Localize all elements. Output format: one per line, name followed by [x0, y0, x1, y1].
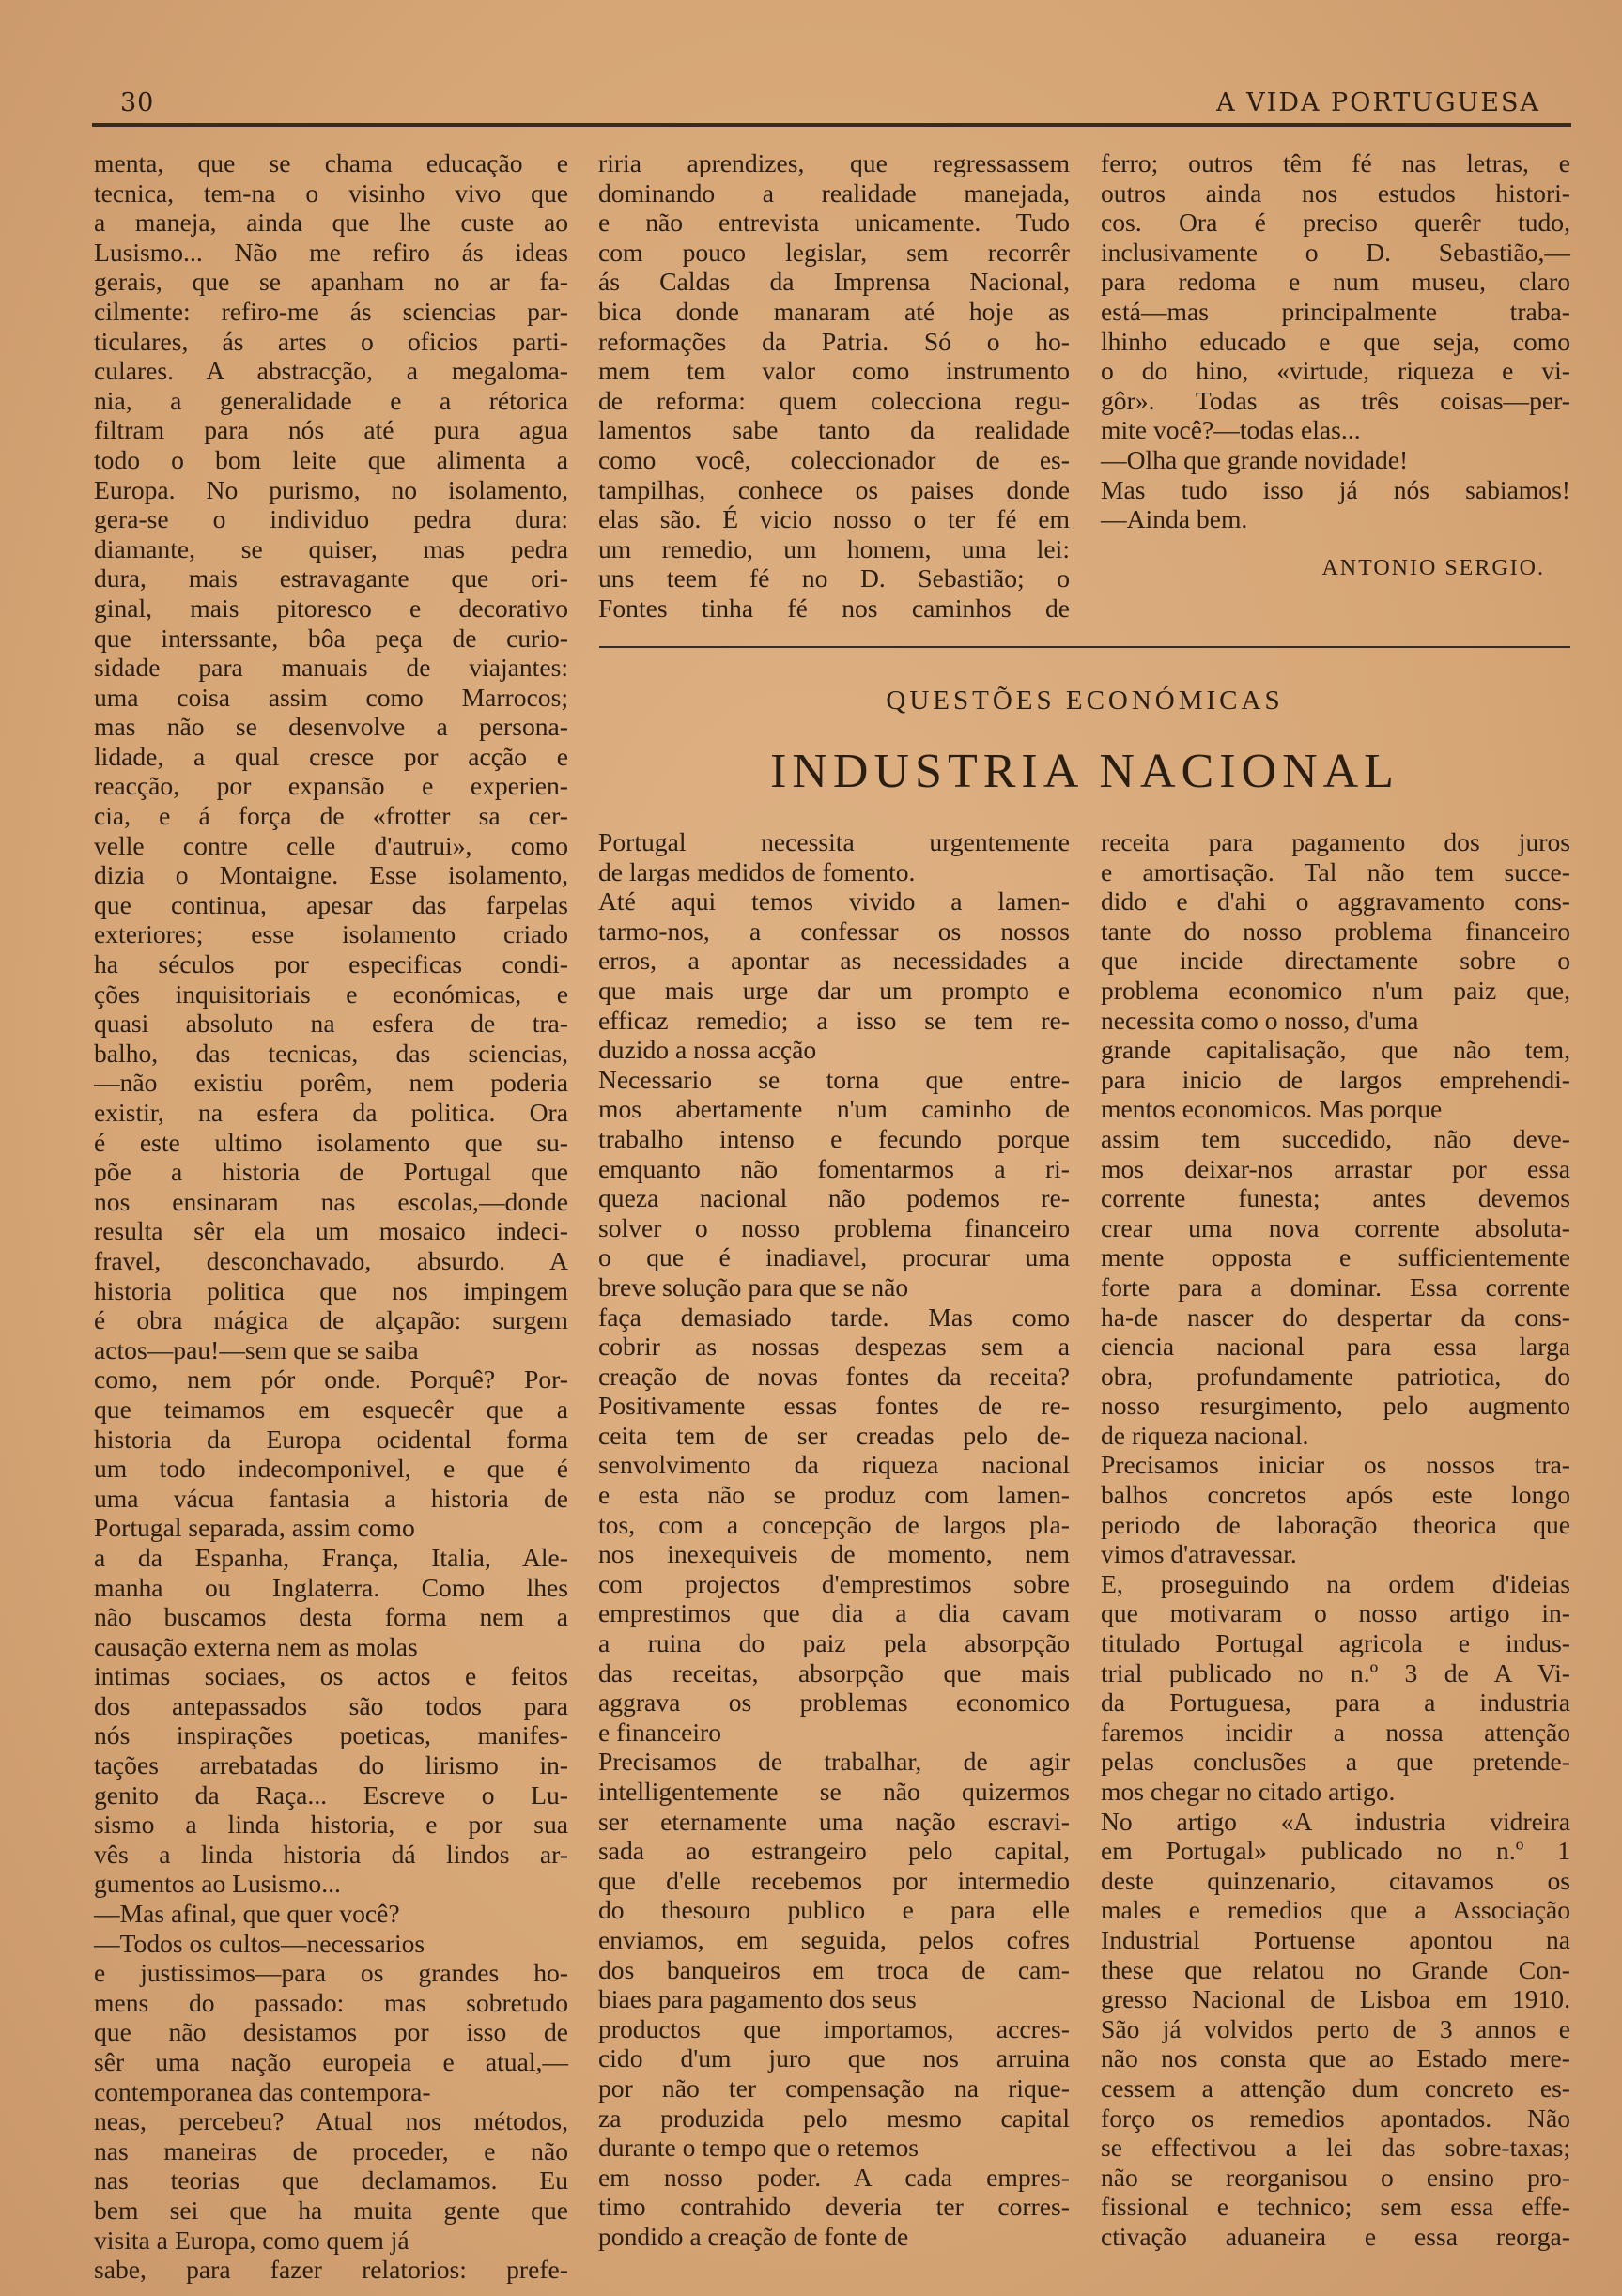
- text-line: —Olha que grande novidade!: [1101, 444, 1409, 474]
- text-line: cobrir as nossas despezas sem a: [598, 1332, 1070, 1362]
- header-rule: [92, 123, 1571, 127]
- text-line: nia, a generalidade e a rétorica: [94, 385, 568, 415]
- text-line: mem tem valor como instrumento: [598, 356, 1070, 386]
- text-line: causação externa nem as molas: [94, 1631, 418, 1661]
- text-line: cia, e á força de «frotter sa cer-: [94, 801, 568, 831]
- text-line: uma coisa assim como Marrocos;: [94, 682, 568, 712]
- text-line: pelas conclusões a que pretende-: [1101, 1747, 1570, 1777]
- text-line: sabe, para fazer relatorios: prefe-: [94, 2255, 568, 2285]
- text-line: exteriores; esse isolamento criado: [94, 919, 568, 949]
- text-line: o que é inadiavel, procurar uma: [598, 1242, 1070, 1272]
- text-line: e não entrevista unicamente. Tudo: [598, 208, 1070, 238]
- text-line: tampilhas, conhece os paises donde: [598, 474, 1070, 504]
- text-line: gera-se o individuo pedra dura:: [94, 504, 568, 534]
- text-line: emquanto não fomentarmos a ri-: [598, 1153, 1070, 1183]
- text-line: these que relatou no Grande Con-: [1101, 1954, 1570, 1984]
- text-line: —Ainda bem.: [1101, 504, 1248, 534]
- text-line: senvolvimento da riqueza nacional: [598, 1450, 1070, 1480]
- text-line: de riqueza nacional.: [1101, 1420, 1309, 1450]
- text-line: intelligentemente se não quizermos: [598, 1777, 1070, 1806]
- text-line: Mas tudo isso já nós sabiamos!: [1101, 474, 1570, 504]
- text-line: timo contrahido deveria ter corres-: [598, 2192, 1070, 2222]
- text-line: dos antepassados são todos para: [94, 1690, 568, 1720]
- text-line: historia politica que nos impingem: [94, 1275, 568, 1305]
- text-line: nos ensinaram nas escolas,—donde: [94, 1186, 568, 1216]
- text-line: pondido a creação de fonte de: [598, 2221, 909, 2251]
- text-line: uns teem fé no D. Sebastião; o: [598, 563, 1070, 593]
- text-line: tações arrebatadas do lirismo in-: [94, 1750, 568, 1780]
- text-line: lamentos sabe tanto da realidade: [598, 415, 1070, 445]
- text-line: necessita como o nosso, d'uma: [1101, 1005, 1419, 1035]
- text-line: tos, com a concepção de largos pla-: [598, 1509, 1070, 1539]
- text-line: com pouco legislar, sem recorrêr: [598, 237, 1070, 267]
- text-line: e amortisação. Tal não tem succe-: [1101, 856, 1570, 886]
- text-line: balhos concretos após este longo: [1101, 1480, 1570, 1510]
- text-line: tecnica, tem-na o visinho vivo que: [94, 177, 568, 208]
- essay-column-1: [94, 148, 568, 2285]
- text-line: dura, mais estravagante que ori-: [94, 563, 568, 593]
- text-line: por não ter compensação na rique-: [598, 2073, 1070, 2103]
- text-line: biaes para pagamento dos seus: [598, 1984, 917, 2014]
- text-line: não se reorganisou o ensino pro-: [1101, 2162, 1570, 2192]
- text-line: obra, profundamente patriotica, do: [1101, 1361, 1570, 1391]
- text-line: assim tem succedido, não deve-: [1101, 1123, 1570, 1153]
- text-line: Precisamos de trabalhar, de agir: [598, 1747, 1070, 1777]
- text-line: está—mas principalmente traba-: [1101, 296, 1570, 326]
- text-line: uma vácua fantasia a historia de: [94, 1483, 568, 1513]
- text-line: corrente funesta; antes devemos: [1101, 1183, 1570, 1213]
- text-line: Portugal necessita urgentemente: [598, 827, 1070, 856]
- text-line: fissional e technico; sem essa effe-: [1101, 2192, 1570, 2222]
- text-line: historia da Europa ocidental forma: [94, 1424, 568, 1454]
- text-line: riria aprendizes, que regressassem: [598, 148, 1070, 177]
- text-line: não buscamos desta forma nem a: [94, 1602, 568, 1632]
- text-line: ha séculos por especificas condi-: [94, 949, 568, 979]
- article-column-2: [1101, 827, 1570, 2252]
- text-line: dido e d'ahi o aggravamento cons-: [1101, 886, 1570, 917]
- text-line: lhinho educado e que seja, como: [1101, 326, 1570, 356]
- text-line: como, nem pór onde. Porquê? Por-: [94, 1364, 568, 1395]
- text-line: o do hino, «virtude, riqueza e vi-: [1101, 356, 1570, 386]
- text-line: bem sei que ha muita gente que: [94, 2195, 568, 2225]
- text-line: mentos economicos. Mas porque: [1101, 1094, 1443, 1124]
- text-line: gôr». Todas as três coisas—per-: [1101, 385, 1570, 415]
- text-line: põe a historia de Portugal que: [94, 1157, 568, 1187]
- text-line: cessem a attenção dum concreto es-: [1101, 2073, 1570, 2103]
- author-signature: ANTONIO SERGIO.: [1321, 556, 1545, 580]
- text-line: deste quinzenario, citavamos os: [1101, 1865, 1570, 1895]
- text-line: contemporanea das contempora-: [94, 2076, 431, 2106]
- text-line: za produzida pelo mesmo capital: [598, 2103, 1070, 2133]
- text-line: durante o tempo que o retemos: [598, 2133, 919, 2163]
- text-line: da Portuguesa, para a industria: [1101, 1687, 1570, 1718]
- text-line: dizia o Montaigne. Esse isolamento,: [94, 860, 568, 890]
- text-line: com projectos d'emprestimos sobre: [598, 1568, 1070, 1598]
- text-line: Até aqui temos vivido a lamen-: [598, 886, 1070, 917]
- page-number: 30: [120, 88, 155, 117]
- text-line: mente opposta e sufficientemente: [1101, 1242, 1570, 1272]
- text-line: ás Caldas da Imprensa Nacional,: [598, 267, 1070, 297]
- text-line: breve solução para que se não: [598, 1271, 909, 1302]
- text-line: ctivação aduaneira e essa reorga-: [1101, 2221, 1570, 2251]
- text-line: ceita tem de ser creadas pelo de-: [598, 1420, 1070, 1450]
- text-line: outros ainda nos estudos histori-: [1101, 177, 1570, 208]
- text-line: que teimamos em esquecêr que a: [94, 1394, 568, 1424]
- text-line: que d'elle recebemos por intermedio: [598, 1865, 1070, 1895]
- text-line: actos—pau!—sem que se saiba: [94, 1334, 419, 1364]
- text-line: Precisamos iniciar os nossos tra-: [1101, 1450, 1570, 1480]
- text-line: solver o nosso problema financeiro: [598, 1212, 1070, 1242]
- text-line: a da Espanha, França, Italia, Ale-: [94, 1542, 568, 1572]
- text-line: receita para pagamento dos juros: [1101, 827, 1570, 856]
- text-line: ser eternamente uma nação escravi-: [598, 1806, 1070, 1836]
- text-line: vês a linda historia dá lindos ar-: [94, 1839, 568, 1869]
- section-heading: QUESTÕES ECONÓMICAS: [886, 686, 1284, 716]
- text-line: ções inquisitoriais e económicas, e: [94, 978, 568, 1009]
- text-line: Necessario se torna que entre-: [598, 1064, 1070, 1094]
- text-line: mos deixar-nos arrastar por essa: [1101, 1153, 1570, 1183]
- text-line: inclusivamente o D. Sebastião,—: [1101, 237, 1570, 267]
- text-line: titulado Portugal agricola e indus-: [1101, 1628, 1570, 1658]
- text-line: creação de novas fontes da receita?: [598, 1361, 1070, 1391]
- text-line: que não desistamos por isso de: [94, 2017, 568, 2047]
- essay-column-2: [598, 148, 1070, 624]
- text-line: neas, percebeu? Atual nos métodos,: [94, 2106, 568, 2136]
- text-line: a ruina do paiz pela absorpção: [598, 1628, 1070, 1658]
- text-line: para inicio de largos emprehendi-: [1101, 1064, 1570, 1094]
- text-line: e justissimos—para os grandes ho-: [94, 1958, 568, 1988]
- text-line: gerais, que se apanham no ar fa-: [94, 267, 568, 297]
- text-line: —Mas afinal, que quer você?: [94, 1899, 400, 1929]
- text-line: Industrial Portuense apontou na: [1101, 1924, 1570, 1954]
- text-line: e esta não se produz com lamen-: [598, 1480, 1070, 1510]
- text-line: males e remedios que a Associação: [1101, 1895, 1570, 1925]
- text-line: em nosso poder. A cada empres-: [598, 2162, 1070, 2192]
- text-line: forte para a dominar. Essa corrente: [1101, 1271, 1570, 1302]
- text-line: manha ou Inglaterra. Como lhes: [94, 1572, 568, 1602]
- text-line: sêr uma nação europeia e atual,—: [94, 2047, 568, 2076]
- text-line: emprestimos que dia a dia cavam: [598, 1598, 1070, 1628]
- text-line: tante do nosso problema financeiro: [1101, 916, 1570, 946]
- text-line: é obra mágica de alçapão: surgem: [94, 1305, 568, 1335]
- text-line: fravel, desconchavado, absurdo. A: [94, 1245, 568, 1275]
- text-line: efficaz remedio; a isso se tem re-: [598, 1005, 1070, 1035]
- text-line: sada ao estrangeiro pelo capital,: [598, 1836, 1070, 1866]
- article-title: INDUSTRIA NACIONAL: [770, 745, 1399, 798]
- text-line: e financeiro: [598, 1717, 721, 1747]
- text-line: nosso resurgimento, pelo augmento: [1101, 1391, 1570, 1421]
- text-line: grande capitalisação, que não tem,: [1101, 1035, 1570, 1065]
- text-line: No artigo «A industria vidreira: [1101, 1806, 1570, 1836]
- text-line: dominando a realidade manejada,: [598, 177, 1070, 208]
- text-line: nas teorias que declamamos. Eu: [94, 2165, 568, 2196]
- text-line: balho, das tecnicas, das sciencias,: [94, 1038, 568, 1068]
- text-line: ginal, mais pitoresco e decorativo: [94, 593, 568, 623]
- text-line: mos abertamente n'um caminho de: [598, 1094, 1070, 1124]
- text-line: faremos incidir a nossa attenção: [1101, 1717, 1570, 1747]
- text-line: enviamos, em seguida, pelos cofres: [598, 1924, 1070, 1954]
- text-line: ha-de nascer do despertar da cons-: [1101, 1302, 1570, 1332]
- text-line: Positivamente essas fontes de re-: [598, 1391, 1070, 1421]
- text-line: cos. Ora é preciso querêr tudo,: [1101, 208, 1570, 238]
- text-line: é este ultimo isolamento que su-: [94, 1127, 568, 1157]
- text-line: a maneja, ainda que lhe custe ao: [94, 208, 568, 238]
- text-line: nós inspirações poeticas, manifes-: [94, 1720, 568, 1750]
- text-line: —não existiu porêm, nem poderia: [94, 1068, 568, 1098]
- text-line: duzido a nossa acção: [598, 1035, 817, 1065]
- text-line: ciencia nacional para essa larga: [1101, 1332, 1570, 1362]
- running-title: A VIDA PORTUGUESA: [1216, 88, 1540, 117]
- text-line: sismo a linda historia, e por sua: [94, 1810, 568, 1840]
- text-line: para redoma e num museu, claro: [1101, 267, 1570, 297]
- text-line: não nos consta que ao Estado mere-: [1101, 2043, 1570, 2073]
- text-line: que continua, apesar das farpelas: [94, 889, 568, 919]
- text-line: mas não se desenvolve a persona-: [94, 712, 568, 742]
- text-line: vimos d'atravessar.: [1101, 1539, 1297, 1569]
- text-line: periodo de laboração theorica que: [1101, 1509, 1570, 1539]
- text-line: tarmo-nos, a confessar os nossos: [598, 916, 1070, 946]
- text-line: genito da Raça... Escreve o Lu-: [94, 1780, 568, 1810]
- section-divider: [599, 646, 1570, 648]
- text-line: ferro; outros têm fé nas letras, e: [1101, 148, 1570, 177]
- text-line: quasi absoluto na esfera de tra-: [94, 1009, 568, 1039]
- text-line: elas são. É vicio nosso o ter fé em: [598, 504, 1070, 534]
- text-line: se effectivou a lei das sobre-taxas;: [1101, 2133, 1570, 2163]
- text-line: do thesouro publico e para elle: [598, 1895, 1070, 1925]
- text-line: Fontes tinha fé nos caminhos de: [598, 593, 1070, 623]
- text-line: menta, que se chama educação e: [94, 148, 568, 177]
- text-line: sidade para manuais de viajantes:: [94, 653, 568, 683]
- text-line: gresso Nacional de Lisboa em 1910.: [1101, 1984, 1570, 2014]
- text-line: Portugal separada, assim como: [94, 1513, 415, 1543]
- text-line: diamante, se quiser, mas pedra: [94, 533, 568, 563]
- text-line: em Portugal» publicado no n.º 1: [1101, 1836, 1570, 1866]
- text-line: ticulares, ás artes o oficios parti-: [94, 326, 568, 356]
- text-line: Lusismo... Não me refiro ás ideas: [94, 237, 568, 267]
- text-line: São já volvidos perto de 3 annos e: [1101, 2013, 1570, 2043]
- text-line: erros, a apontar as necessidades a: [598, 946, 1070, 976]
- text-line: que incide directamente sobre o: [1101, 946, 1570, 976]
- text-line: culares. A abstracção, a megaloma-: [94, 356, 568, 386]
- text-line: faça demasiado tarde. Mas como: [598, 1302, 1070, 1332]
- text-line: filtram para nós até pura agua: [94, 415, 568, 445]
- text-line: mos chegar no citado artigo.: [1101, 1777, 1396, 1806]
- text-line: todo o bom leite que alimenta a: [94, 444, 568, 474]
- text-line: nos inexequiveis de momento, nem: [598, 1539, 1070, 1569]
- text-line: queza nacional não podemos re-: [598, 1183, 1070, 1213]
- text-line: que motivaram o nosso artigo in-: [1101, 1598, 1570, 1628]
- text-line: mens do passado: mas sobretudo: [94, 1987, 568, 2017]
- text-line: cido d'um juro que nos arruina: [598, 2043, 1070, 2073]
- text-line: forço os remedios apontados. Não: [1101, 2103, 1570, 2133]
- text-line: Europa. No purismo, no isolamento,: [94, 474, 568, 504]
- text-line: bica donde manaram até hoje as: [598, 296, 1070, 326]
- text-line: que interssante, bôa peça de curio-: [94, 623, 568, 653]
- text-line: resulta sêr ela um mosaico indeci-: [94, 1216, 568, 1246]
- essay-column-3: [1101, 148, 1570, 534]
- text-line: —Todos os cultos—necessarios: [94, 1928, 425, 1958]
- text-line: gumentos ao Lusismo...: [94, 1869, 341, 1899]
- text-line: que mais urge dar um prompto e: [598, 975, 1070, 1005]
- article-column-1: [598, 827, 1070, 2252]
- text-line: visita a Europa, como quem já: [94, 2225, 409, 2255]
- text-line: cilmente: refiro-me ás sciencias par-: [94, 296, 568, 326]
- text-line: velle contre celle d'autrui», como: [94, 830, 568, 860]
- text-line: intimas sociaes, os actos e feitos: [94, 1661, 568, 1691]
- text-line: de largas medidos de fomento.: [598, 856, 916, 886]
- text-line: um remedio, um homem, uma lei:: [598, 533, 1070, 563]
- text-line: um todo indecomponivel, e que é: [94, 1454, 568, 1484]
- text-line: crear uma nova corrente absoluta-: [1101, 1212, 1570, 1242]
- text-line: de reforma: quem colecciona regu-: [598, 385, 1070, 415]
- text-line: lidade, a qual cresce por acção e: [94, 741, 568, 771]
- text-line: E, proseguindo na ordem d'ideias: [1101, 1568, 1570, 1598]
- text-line: como você, coleccionador de es-: [598, 444, 1070, 474]
- text-line: aggrava os problemas economico: [598, 1687, 1070, 1718]
- text-line: trabalho intenso e fecundo porque: [598, 1123, 1070, 1153]
- text-line: trial publicado no n.º 3 de A Vi-: [1101, 1657, 1570, 1687]
- text-line: nas maneiras de proceder, e não: [94, 2135, 568, 2165]
- text-line: existir, na esfera da politica. Ora: [94, 1098, 568, 1127]
- text-line: mite você?—todas elas...: [1101, 415, 1361, 445]
- text-line: das receitas, absorpção que mais: [598, 1657, 1070, 1687]
- text-line: reformações da Patria. Só o ho-: [598, 326, 1070, 356]
- text-line: reacção, por expansão e experien-: [94, 771, 568, 801]
- text-line: problema economico n'um paiz que,: [1101, 975, 1570, 1005]
- text-line: productos que importamos, accres-: [598, 2013, 1070, 2043]
- text-line: dos banqueiros em troca de cam-: [598, 1954, 1070, 1984]
